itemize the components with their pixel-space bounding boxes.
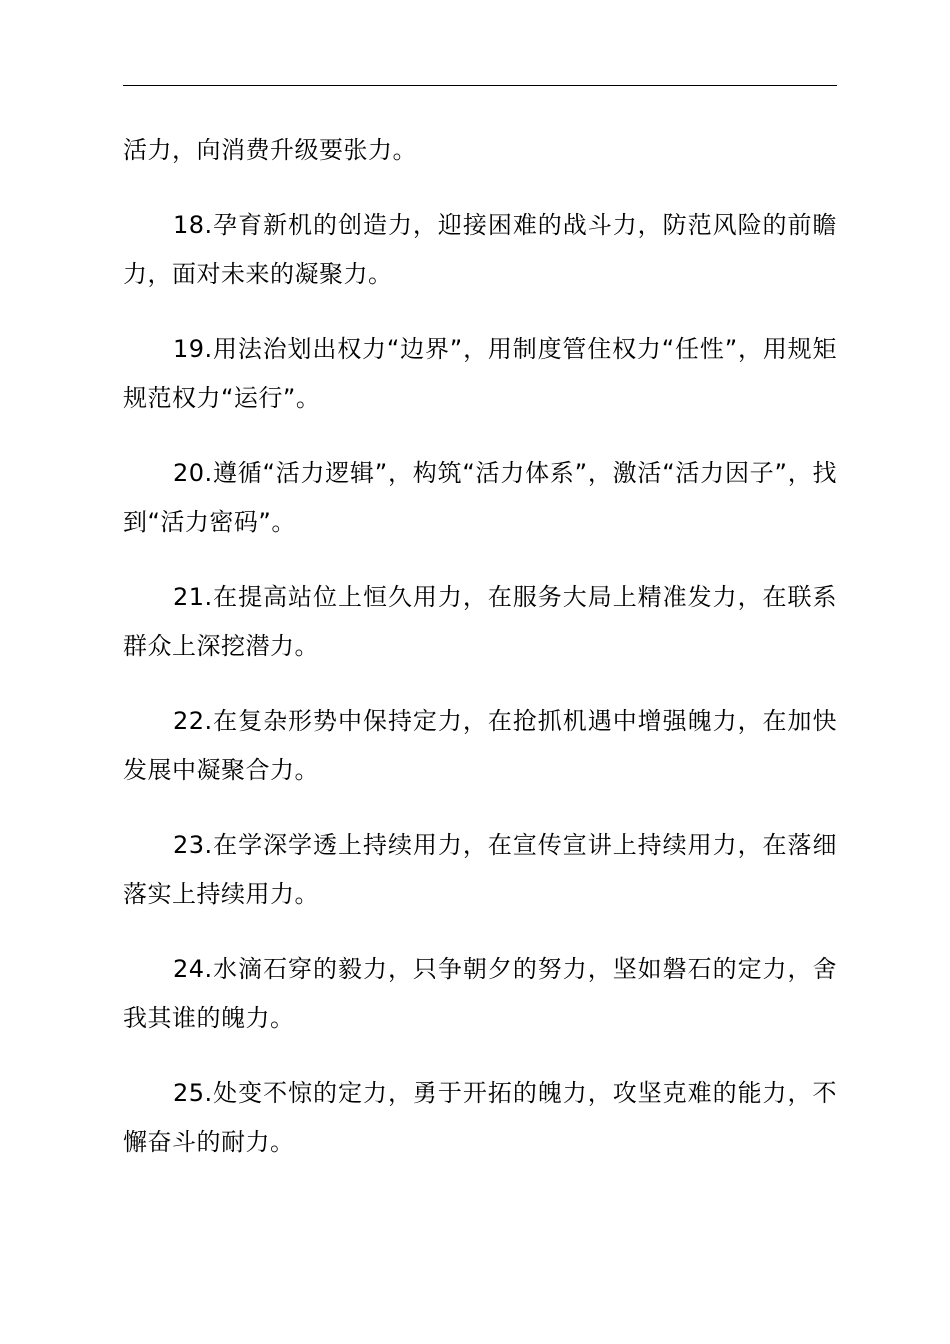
- document-body: [123, 126, 837, 1193]
- list-item: 24.水滴石穿的毅力，只争朝夕的努力，坚如磐石的定力，舍我其谁的魄力。: [123, 955, 837, 1032]
- list-item: 19.用法治划出权力“边界”，用制度管住权力“任性”，用规矩规范权力“运行”。: [123, 335, 837, 412]
- list-item: 22.在复杂形势中保持定力，在抢抓机遇中增强魄力，在加快发展中凝聚合力。: [123, 707, 837, 784]
- list-item: 20.遵循“活力逻辑”，构筑“活力体系”，激活“活力因子”，找到“活力密码”。: [123, 459, 837, 536]
- list-item: 18.孕育新机的创造力，迎接困难的战斗力，防范风险的前瞻力，面对未来的凝聚力。: [123, 211, 837, 288]
- continuation-paragraph: 活力，向消费升级要张力。: [123, 136, 417, 164]
- list-item: 21.在提高站位上恒久用力，在服务大局上精准发力，在联系群众上深挖潜力。: [123, 583, 837, 660]
- list-item: 25.处变不惊的定力，勇于开拓的魄力，攻坚克难的能力，不懈奋斗的耐力。: [123, 1079, 837, 1156]
- list-item: 23.在学深学透上持续用力，在宣传宣讲上持续用力，在落细落实上持续用力。: [123, 831, 837, 908]
- header-rule: [123, 85, 837, 86]
